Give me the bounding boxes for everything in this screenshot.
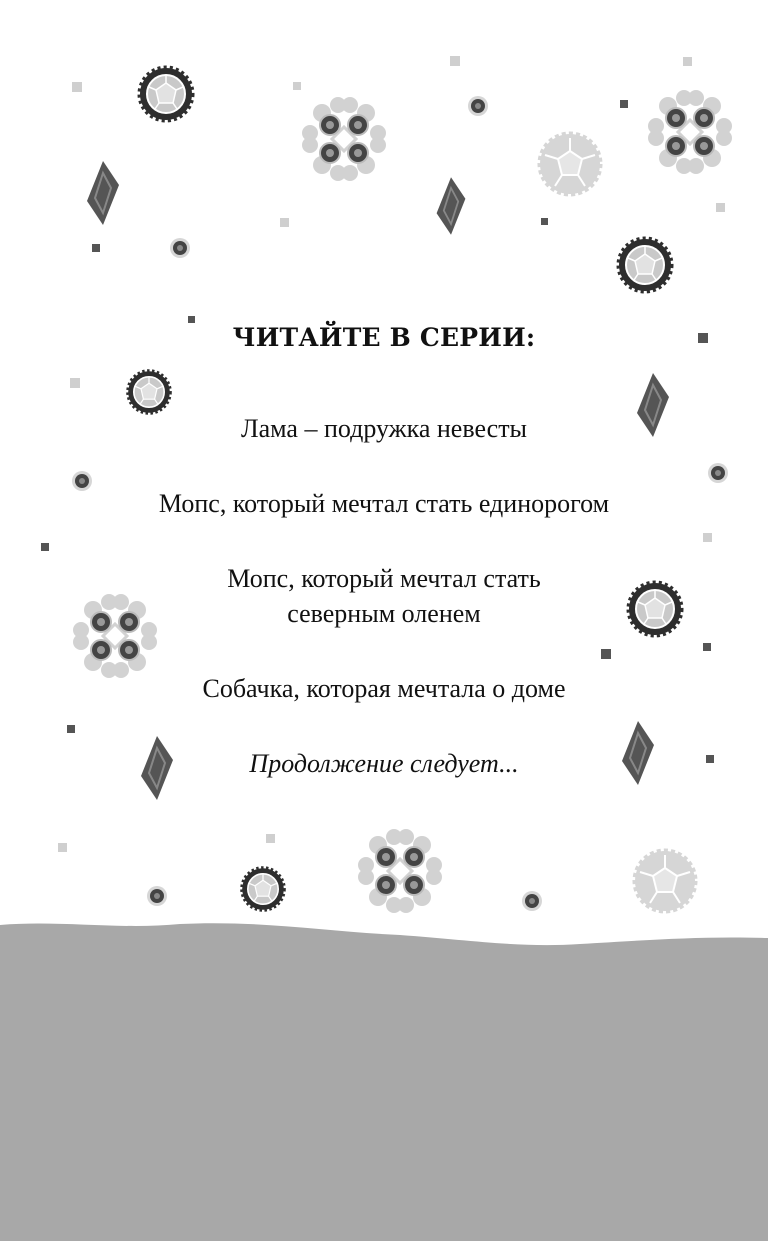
book-title: Мопс, который мечтал стать единорогом xyxy=(158,489,610,518)
book-title: Лама – подружка невесты xyxy=(240,414,528,443)
page-title: ЧИТАЙТЕ В СЕРИИ: xyxy=(232,323,536,352)
book-title-line: Мопс, который мечтал стать xyxy=(227,564,541,593)
book-title-line: северным оленем xyxy=(287,599,481,628)
torn-paper-ground xyxy=(0,923,768,1241)
continuation-note: Продолжение следует... xyxy=(249,749,519,778)
series-list xyxy=(0,318,768,781)
book-title: Собачка, которая мечтала о доме xyxy=(202,674,566,703)
